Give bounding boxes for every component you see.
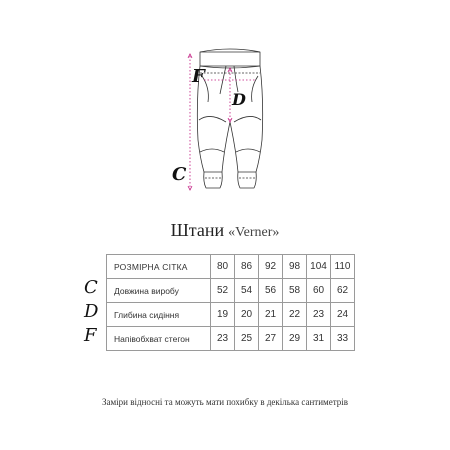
product-title xyxy=(0,220,450,241)
table-cell: 54 xyxy=(235,279,259,303)
size-header: 98 xyxy=(283,255,307,279)
table-cell: 27 xyxy=(259,327,283,351)
marker-f: F xyxy=(192,66,205,87)
table-cell: 20 xyxy=(235,303,259,327)
table-cell: 23 xyxy=(211,327,235,351)
table-cell: 31 xyxy=(307,327,331,351)
table-row xyxy=(107,327,355,351)
size-header: 104 xyxy=(307,255,331,279)
table-cell: 21 xyxy=(259,303,283,327)
size-header: 92 xyxy=(259,255,283,279)
table-row xyxy=(107,303,355,327)
row-label: Напівобхват стегон xyxy=(107,327,211,351)
table-cell: 22 xyxy=(283,303,307,327)
table-cell: 60 xyxy=(307,279,331,303)
table-cell: 19 xyxy=(211,303,235,327)
table-cell: 29 xyxy=(283,327,307,351)
row-marker-c: C xyxy=(84,277,98,298)
size-header: 86 xyxy=(235,255,259,279)
table-row xyxy=(107,279,355,303)
table-cell: 58 xyxy=(283,279,307,303)
table-header-label: РОЗМІРНА СІТКА xyxy=(107,255,211,279)
title-main: Штани xyxy=(170,220,225,240)
row-label: Довжина виробу xyxy=(107,279,211,303)
table-cell: 56 xyxy=(259,279,283,303)
row-marker-d: D xyxy=(84,301,99,322)
title-sub: «Verner» xyxy=(228,225,280,240)
size-header: 80 xyxy=(211,255,235,279)
table-header-row xyxy=(107,255,355,279)
footnote: Заміри відносні та можуть мати похибку в декілька сантиметрів xyxy=(101,397,348,407)
table-cell: 62 xyxy=(331,279,355,303)
size-header: 110 xyxy=(331,255,355,279)
size-table xyxy=(106,254,355,351)
row-marker-f: F xyxy=(84,325,97,346)
marker-d: D xyxy=(232,90,246,109)
table-cell: 33 xyxy=(331,327,355,351)
table-cell: 24 xyxy=(331,303,355,327)
table-cell: 23 xyxy=(307,303,331,327)
marker-c: C xyxy=(172,164,187,185)
table-cell: 52 xyxy=(211,279,235,303)
table-cell: 25 xyxy=(235,327,259,351)
row-label: Глибина сидіння xyxy=(107,303,211,327)
